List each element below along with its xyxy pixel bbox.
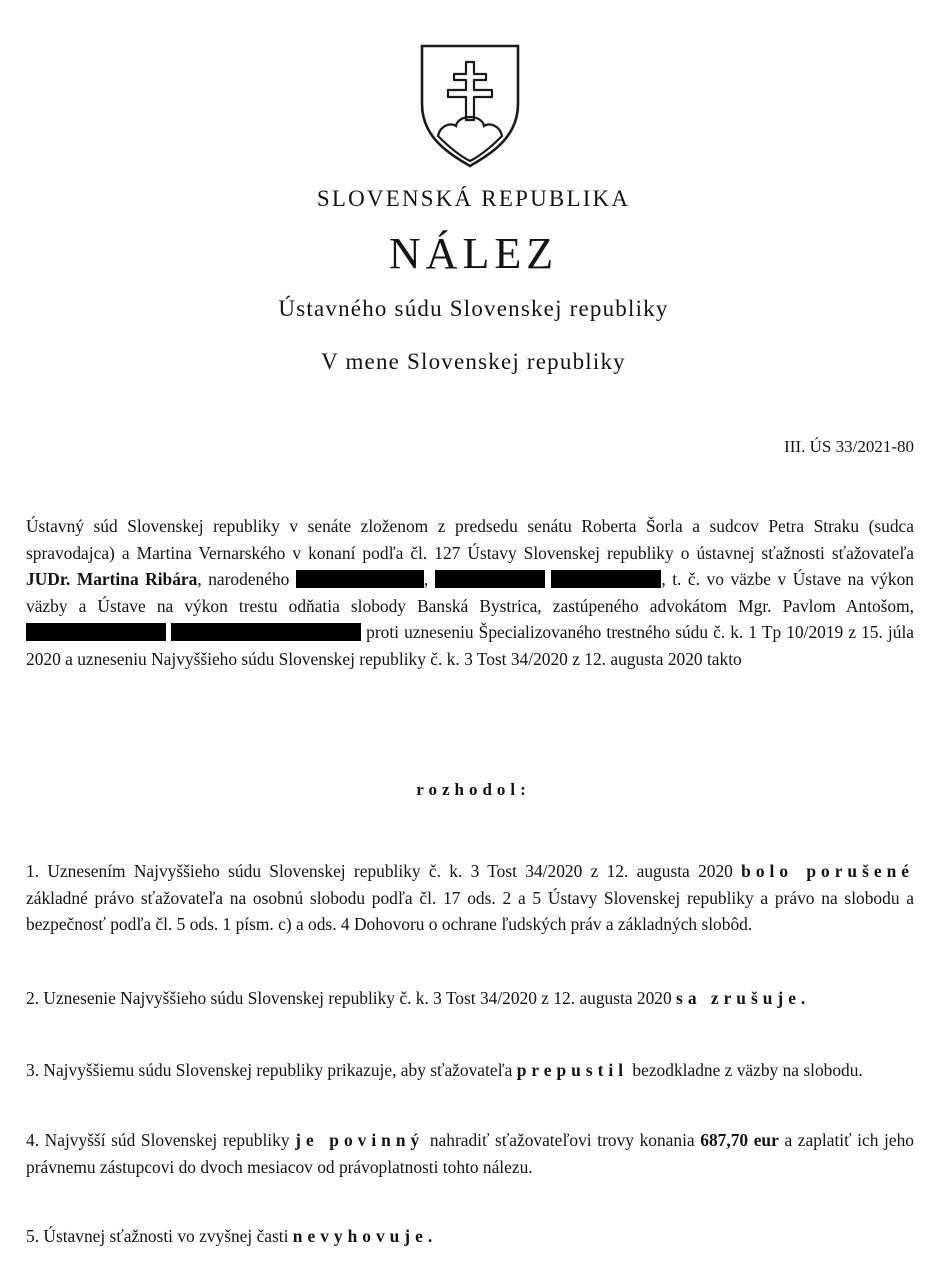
- intro-text: , narodeného: [197, 569, 296, 590]
- verdict-text: a zaplatiť ich jeho právnemu zástupcovi do dvoch mesiacov od právoplatnosti tohto nálezu.: [26, 1130, 914, 1177]
- verdict-text: 2. Uznesenie Najvyššieho súdu Slovenskej republiky č. k. 3 Tost 34/2020 z 12. augusta 2020: [26, 988, 677, 1008]
- verdict-point-4: [26, 1127, 914, 1180]
- verdict-text: 5. Ústavnej sťažnosti vo zvyšnej časti: [26, 1226, 293, 1246]
- verdict-emphasis: je povinný: [295, 1130, 425, 1150]
- intro-text: Ústavný súd Slovenskej republiky v senáte zloženom z predsedu senátu Roberta Šorla a sudcov Petra Straku (sudca spravodajca) a Martina Vernarského v konaní podľa čl. 127 Ústavy Slovenskej republiky o ústavnej sťažnosti sťažovateľa: [26, 516, 914, 563]
- verdict-emphasis: sa zrušuje.: [676, 988, 811, 1008]
- redaction-bar: [296, 570, 424, 588]
- redaction-bar: [26, 623, 166, 641]
- verdict-point-1: [26, 858, 914, 938]
- intro-text: ,: [423, 569, 435, 590]
- cost-amount: 687,70 eur: [700, 1130, 779, 1150]
- verdict-emphasis: nevyhovuje.: [292, 1226, 438, 1246]
- verdict-text: bezodkladne z väzby na slobodu.: [628, 1060, 863, 1080]
- verdict-text: 1. Uznesením Najvyššieho súdu Slovenskej republiky č. k. 3 Tost 34/2020 z 12. augusta 2020: [26, 861, 742, 881]
- issuer-line: Ústavného súdu Slovenskej republiky: [278, 296, 669, 321]
- verdict-text: základné právo sťažovateľa na osobnú slobodu podľa čl. 17 ods. 2 a 5 Ústavy Slovenskej republiky a právo na slobodu a bezpečnosť podľa čl. 5 ods. 1 písm. c) a ods. 4 Dohovoru o ochrane ľudských práv a základných slobôd.: [26, 887, 914, 935]
- redaction-bar: [435, 570, 545, 588]
- decision-heading: rozhodol:: [416, 780, 531, 799]
- verdict-text: 3. Najvyššiemu súdu Slovenskej republiky prikazuje, aby sťažovateľa: [26, 1060, 517, 1080]
- case-number: III. ÚS 33/2021-80: [784, 437, 914, 456]
- redaction-bar: [171, 623, 361, 641]
- verdict-point-3: [26, 1057, 914, 1084]
- country-name: SLOVENSKÁ REPUBLIKA: [316, 186, 631, 211]
- intro-text: , t. č. vo väzbe v Ústave na výkon väzby a Ústave na výkon trestu odňatia slobody Banská Bystrica, zastúpeného advokátom Mgr. Pavlom Antošom,: [26, 569, 914, 616]
- authority-line: V mene Slovenskej republiky: [321, 349, 626, 374]
- intro-paragraph: [26, 513, 914, 673]
- document-title: NÁLEZ: [388, 229, 559, 278]
- slovak-coat-of-arms-icon: [418, 42, 522, 170]
- verdict-point-5: [26, 1223, 914, 1250]
- verdict-point-2: [26, 985, 914, 1012]
- redaction-bar: [551, 570, 661, 588]
- verdict-emphasis: bolo porušené: [741, 861, 914, 881]
- verdict-text: nahradiť sťažovateľovi trovy konania: [424, 1130, 701, 1150]
- intro-text: proti uzneseniu Špecializovaného trestného súdu č. k. 1 Tp 10/2019 z 15. júla 2020 a uzneseniu Najvyššieho súdu Slovenskej republiky č. k. 3 Tost 34/2020 z 12. augusta 2020 takto: [26, 622, 914, 669]
- verdict-text: 4. Najvyšší súd Slovenskej republiky: [26, 1130, 296, 1150]
- complainant-name: JUDr. Martina Ribára: [26, 569, 198, 590]
- verdict-emphasis: prepustil: [516, 1060, 629, 1080]
